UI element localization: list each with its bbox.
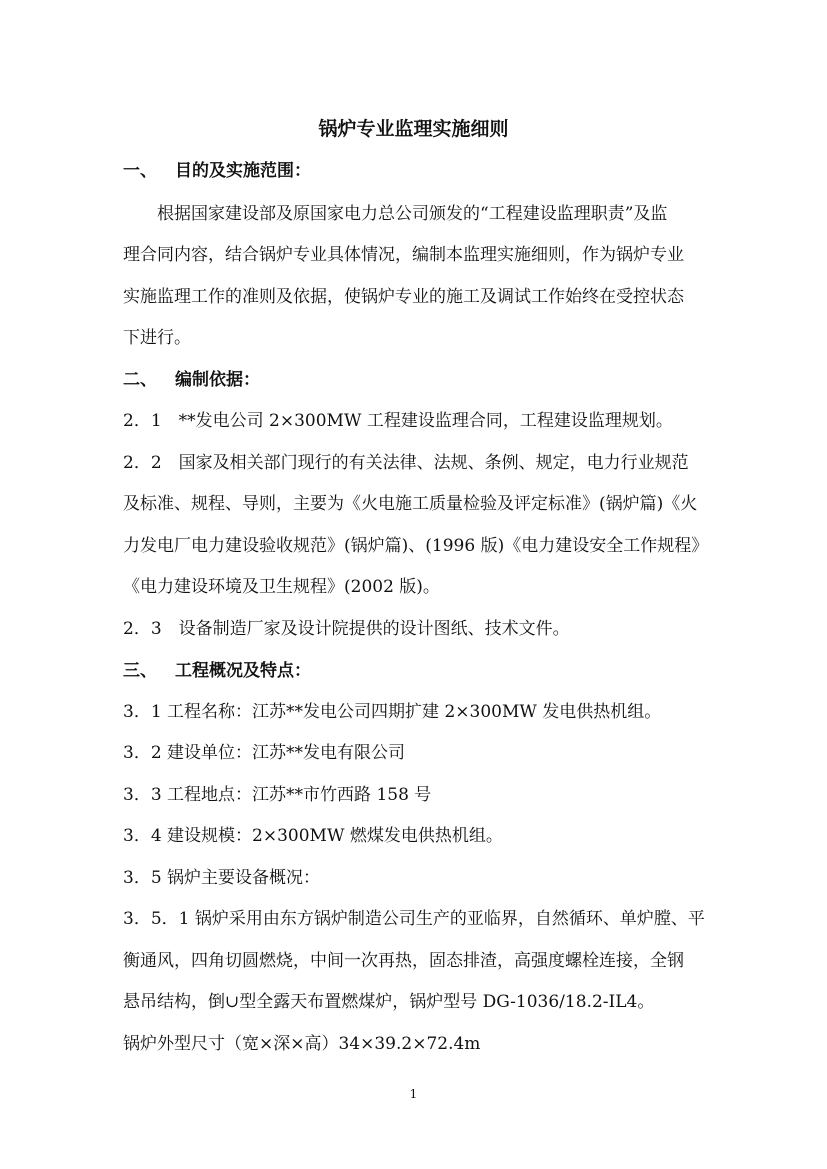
section3-heading-text: 工程概况及特点：	[175, 661, 311, 681]
section3-line: 衡通风，四角切圆燃烧，中间一次再热，固态排渣，高强度螺栓连接，全钢	[123, 951, 684, 971]
section2-heading-text: 编制依据：	[175, 370, 260, 390]
section3-line: 3．3 工程地点：江苏**市竹西路 158 号	[123, 785, 432, 805]
section3-number: 三、	[123, 661, 157, 681]
section3-line: 锅炉外型尺寸（宽×深×高）34×39.2×72.4m	[123, 1034, 481, 1054]
section3-line: 3．4 建设规模：2×300MW 燃煤发电供热机组。	[123, 826, 503, 846]
section3-line: 3．1 工程名称：江苏**发电公司四期扩建 2×300MW 发电供热机组。	[123, 702, 662, 722]
section1-para-line: 实施监理工作的准则及依据，使锅炉专业的施工及调试工作始终在受控状态	[123, 287, 684, 307]
section1-para-line: 理合同内容，结合锅炉专业具体情况，编制本监理实施细则，作为锅炉专业	[123, 245, 684, 265]
section1-para-line: 下进行。	[123, 328, 191, 348]
section2-line: 及标准、规程、导则，主要为《火电施工质量检验及评定标准》(锅炉篇)《火	[123, 494, 698, 514]
section2-line: 2．3 设备制造厂家及设计院提供的设计图纸、技术文件。	[123, 619, 570, 639]
section1-number: 一、	[123, 161, 157, 181]
section2-heading	[123, 370, 783, 390]
section2-number: 二、	[123, 370, 157, 390]
section1-heading	[123, 161, 783, 181]
section3-heading	[123, 661, 783, 681]
section2-line: 2．1 **发电公司 2×300MW 工程建设监理合同，工程建设监理规划。	[123, 411, 673, 431]
section2-line: 力发电厂电力建设验收规范》(锅炉篇)、(1996 版)《电力建设安全工作规程》	[123, 536, 709, 556]
document-title: 锅炉专业监理实施细则	[318, 118, 509, 140]
section3-line: 悬吊结构，倒∪型全露天布置燃煤炉，锅炉型号 DG-1036/18.2-IL4。	[123, 992, 655, 1012]
section3-line: 3．2 建设单位：江苏**发电有限公司	[123, 743, 406, 763]
section1-para-line: 根据国家建设部及原国家电力总公司颁发的“工程建设监理职责”及监	[123, 204, 668, 224]
page-number: 1	[409, 1087, 418, 1101]
section2-line: 2．2 国家及相关部门现行的有关法律、法规、条例、规定，电力行业规范	[123, 453, 689, 473]
section1-heading-text: 目的及实施范围：	[175, 161, 311, 181]
section3-line: 3．5 锅炉主要设备概况：	[123, 868, 321, 888]
section2-line: 《电力建设环境及卫生规程》(2002 版)。	[123, 577, 440, 597]
section3-line: 3．5．1 锅炉采用由东方锅炉制造公司生产的亚临界，自然循环、单炉膛、平	[123, 909, 705, 929]
